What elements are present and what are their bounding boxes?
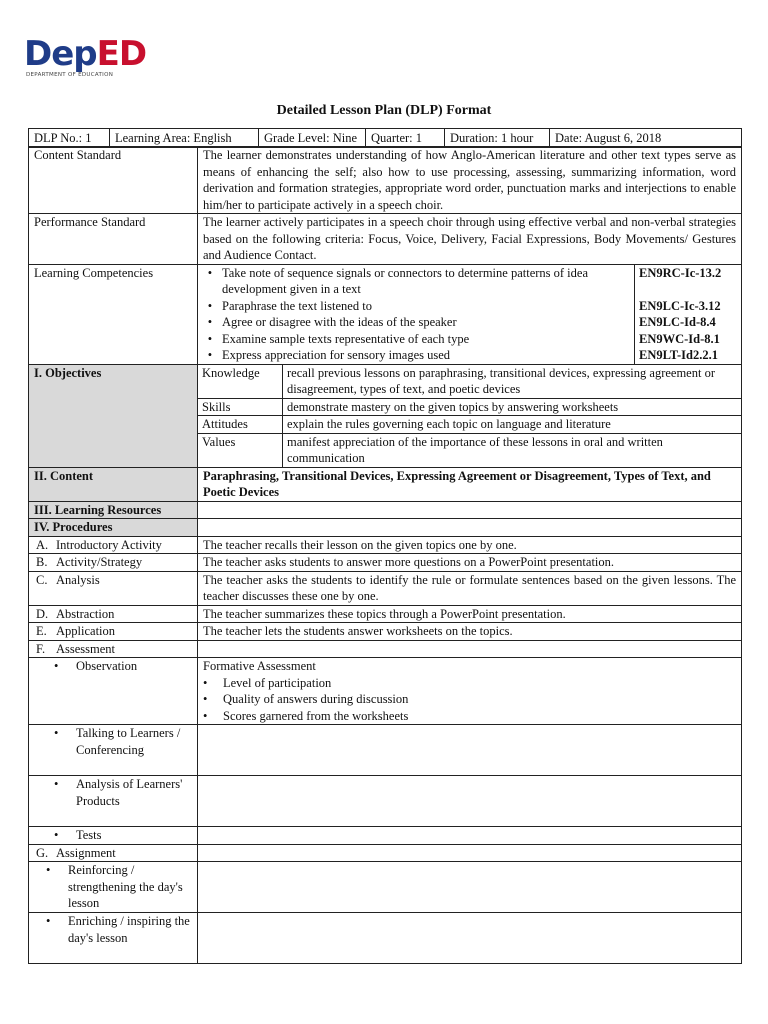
- content-standard-label: Content Standard: [29, 147, 198, 214]
- learning-area: Learning Area: English: [110, 129, 259, 148]
- tests-row: • Tests: [29, 827, 742, 845]
- competency-code: EN9RC-Ic-13.2: [639, 265, 722, 280]
- competency-list: [198, 265, 634, 364]
- procedure-text: The teacher lets the students answer worksheets on the topics.: [198, 623, 742, 641]
- list-item: • Quality of answers during discussion: [203, 692, 409, 706]
- procedures-label: IV. Procedures: [29, 519, 198, 537]
- list-item: • Paraphrase the text listened to: [207, 298, 372, 313]
- performance-standard-text: The learner actively participates in a speech choir through using effective verbal and non-verbal strategies based on the following criteria: Focus, Voice, Delivery, Facial Expressions, Body Movements/ Gestures and Audience Contact.: [198, 214, 742, 265]
- procedure-text: The teacher recalls their lesson on the given topics one by one.: [198, 536, 742, 554]
- objective-row: Attitudes explain the rules governing each topic on language and literature: [198, 416, 741, 434]
- content-label: II. Content: [29, 467, 198, 501]
- procedure-text: The teacher summarizes these topics through a PowerPoint presentation.: [198, 605, 742, 623]
- assignment-row: G. Assignment: [29, 844, 742, 862]
- procedure-row: D. Abstraction The teacher summarizes these topics through a PowerPoint presentation.: [29, 605, 742, 623]
- procedure-text: The teacher asks the students to identify the rule or formulate sentences based on the given lessons. The teacher discusses these one by one.: [198, 571, 742, 605]
- learning-competencies-label: Learning Competencies: [29, 264, 198, 364]
- duration: Duration: 1 hour: [445, 129, 550, 148]
- procedure-text: The teacher asks students to answer more questions on a PowerPoint presentation.: [198, 554, 742, 572]
- content-text: Paraphrasing, Transitional Devices, Expressing Agreement or Disagreement, Types of Text, and Poetic Devices: [198, 467, 742, 501]
- dlp-number: DLP No.: 1: [29, 129, 110, 148]
- objective-row: Skills demonstrate mastery on the given topics by answering worksheets: [198, 398, 741, 416]
- learning-resources-row: [29, 501, 742, 519]
- procedure-row: B. Activity/Strategy The teacher asks students to answer more questions on a PowerPoint presentation.: [29, 554, 742, 572]
- objectives-row: [29, 364, 742, 467]
- dlp-header-table: [28, 128, 742, 148]
- date: Date: August 6, 2018: [550, 129, 742, 148]
- learning-competencies-row: [29, 264, 742, 364]
- quarter: Quarter: 1: [366, 129, 445, 148]
- list-item: • Take note of sequence signals or connectors to determine patterns of idea development given in a text: [207, 265, 589, 296]
- assignment-label: Assignment: [56, 845, 116, 860]
- observation-label: Observation: [76, 659, 138, 673]
- logo-wordmark: DepED: [24, 34, 147, 74]
- observation-row: • Observation Formative Assessment • Level of participation • Quality of answers during discussion • Scores garnered from the worksheets: [29, 658, 742, 725]
- procedure-label: Analysis: [56, 572, 100, 587]
- competency-code: EN9LC-Id-8.4: [639, 315, 716, 329]
- competency-codes: [634, 265, 741, 364]
- list-item: • Scores garnered from the worksheets: [203, 708, 409, 723]
- formative-assessment-heading: Formative Assessment: [203, 659, 316, 673]
- performance-standard-label: Performance Standard: [29, 214, 198, 265]
- procedure-label: Abstraction: [56, 606, 115, 621]
- talking-label: Talking to Learners / Conferencing: [76, 726, 181, 757]
- procedure-label: Activity/Strategy: [56, 555, 143, 569]
- reinforcing-label: Reinforcing / strengthening the day's lesson: [68, 863, 183, 910]
- grade-level: Grade Level: Nine: [259, 129, 366, 148]
- performance-standard-row: [29, 214, 742, 265]
- list-item: • Level of participation: [203, 675, 332, 690]
- document-title: Detailed Lesson Plan (DLP) Format: [276, 103, 492, 118]
- list-item: • Agree or disagree with the ideas of the speaker: [207, 315, 457, 329]
- objective-row: Knowledge recall previous lessons on paraphrasing, transitional devices, expressing agreement or disagreement, types of text, and poetic devices: [198, 365, 741, 399]
- procedure-row: A. Introductory Activity The teacher recalls their lesson on the given topics one by one.: [29, 536, 742, 554]
- competency-code: EN9WC-Id-8.1: [639, 331, 720, 346]
- procedure-row: E. Application The teacher lets the students answer worksheets on the topics.: [29, 623, 742, 641]
- list-item: • Express appreciation for sensory images used: [207, 348, 451, 362]
- deped-logo: [24, 34, 154, 82]
- competency-code: EN9LT-Id2.2.1: [639, 348, 718, 362]
- procedure-row: C. Analysis The teacher asks the students to identify the rule or formulate sentences based on the given lessons. The teacher discusses these one by one.: [29, 571, 742, 605]
- enriching-label: Enriching / inspiring the day's lesson: [68, 914, 190, 945]
- objective-row: Values manifest appreciation of the importance of these lessons in oral and written communication: [198, 433, 741, 467]
- competency-code: EN9LC-Ic-3.12: [639, 298, 721, 313]
- tests-label: Tests: [76, 828, 102, 842]
- content-standard-text: The learner demonstrates understanding of how Anglo-American literature and other text types serve as means of enhancing the self; also how to use processing, assessing, summarizing information, word derivation and formation strategies, appropriate word order, punctuation marks and interjections to enable him/her to participate actively in a speech choir.: [198, 147, 742, 214]
- enriching-row: • Enriching / inspiring the day's lesson: [29, 913, 742, 964]
- procedures-row: [29, 519, 742, 537]
- analysis-row: • Analysis of Learners' Products: [29, 776, 742, 827]
- objectives-label: I. Objectives: [29, 364, 198, 467]
- reinforcing-row: • Reinforcing / strengthening the day's lesson: [29, 862, 742, 913]
- talking-row: • Talking to Learners / Conferencing: [29, 725, 742, 776]
- procedure-label: Assessment: [56, 641, 116, 656]
- objectives-table: [198, 365, 741, 467]
- learning-resources-label: III. Learning Resources: [29, 501, 198, 519]
- procedure-label: Introductory Activity: [56, 537, 162, 552]
- dlp-main-table: [28, 146, 742, 964]
- list-item: • Examine sample texts representative of each type: [207, 331, 470, 346]
- analysis-label: Analysis of Learners' Products: [76, 777, 183, 808]
- content-standard-row: [29, 147, 742, 214]
- logo-subtitle: DEPARTMENT OF EDUCATION: [26, 72, 114, 78]
- procedure-text: [198, 640, 742, 658]
- content-row: [29, 467, 742, 501]
- procedure-row: F. Assessment: [29, 640, 742, 658]
- procedure-label: Application: [56, 624, 116, 638]
